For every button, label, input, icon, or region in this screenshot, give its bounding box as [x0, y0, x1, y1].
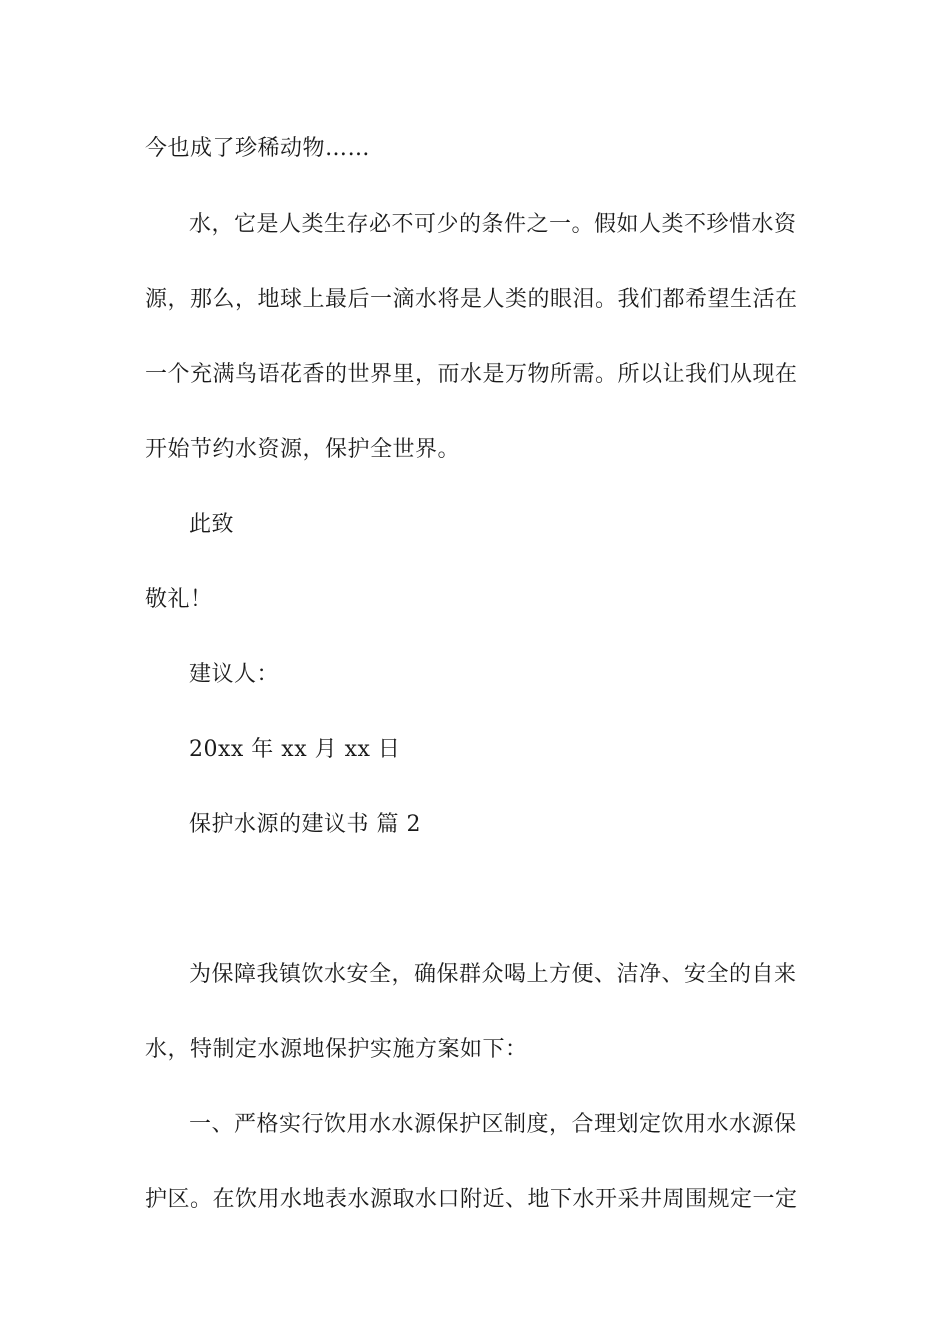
- date-line: 20xx 年 xx 月 xx 日: [189, 737, 401, 762]
- text-line: 水，特制定水源地保护实施方案如下：: [145, 1037, 528, 1062]
- text-line: 一个充满鸟语花香的世界里，而水是万物所需。所以让我们从现在: [145, 362, 798, 387]
- text-line: 开始节约水资源，保护全世界。: [145, 437, 461, 462]
- paragraph-start-line: 一、严格实行饮用水水源保护区制度，合理划定饮用水水源保: [189, 1112, 797, 1137]
- section-title: 保护水源的建议书 篇 2: [189, 812, 421, 837]
- text-line: 今也成了珍稀动物……: [145, 136, 371, 161]
- proposer-label: 建议人：: [189, 662, 280, 687]
- paragraph-start-line: 为保障我镇饮水安全，确保群众喝上方便、洁净、安全的自来: [189, 962, 797, 987]
- paragraph-start-line: 水，它是人类生存必不可少的条件之一。假如人类不珍惜水资: [189, 212, 797, 237]
- text-line: 源，那么，地球上最后一滴水将是人类的眼泪。我们都希望生活在: [145, 287, 798, 312]
- text-line: 护区。在饮用水地表水源取水口附近、地下水开采井周围规定一定: [145, 1187, 798, 1212]
- closing-regards: 敬礼！: [145, 587, 213, 612]
- closing-salutation: 此致: [189, 512, 235, 537]
